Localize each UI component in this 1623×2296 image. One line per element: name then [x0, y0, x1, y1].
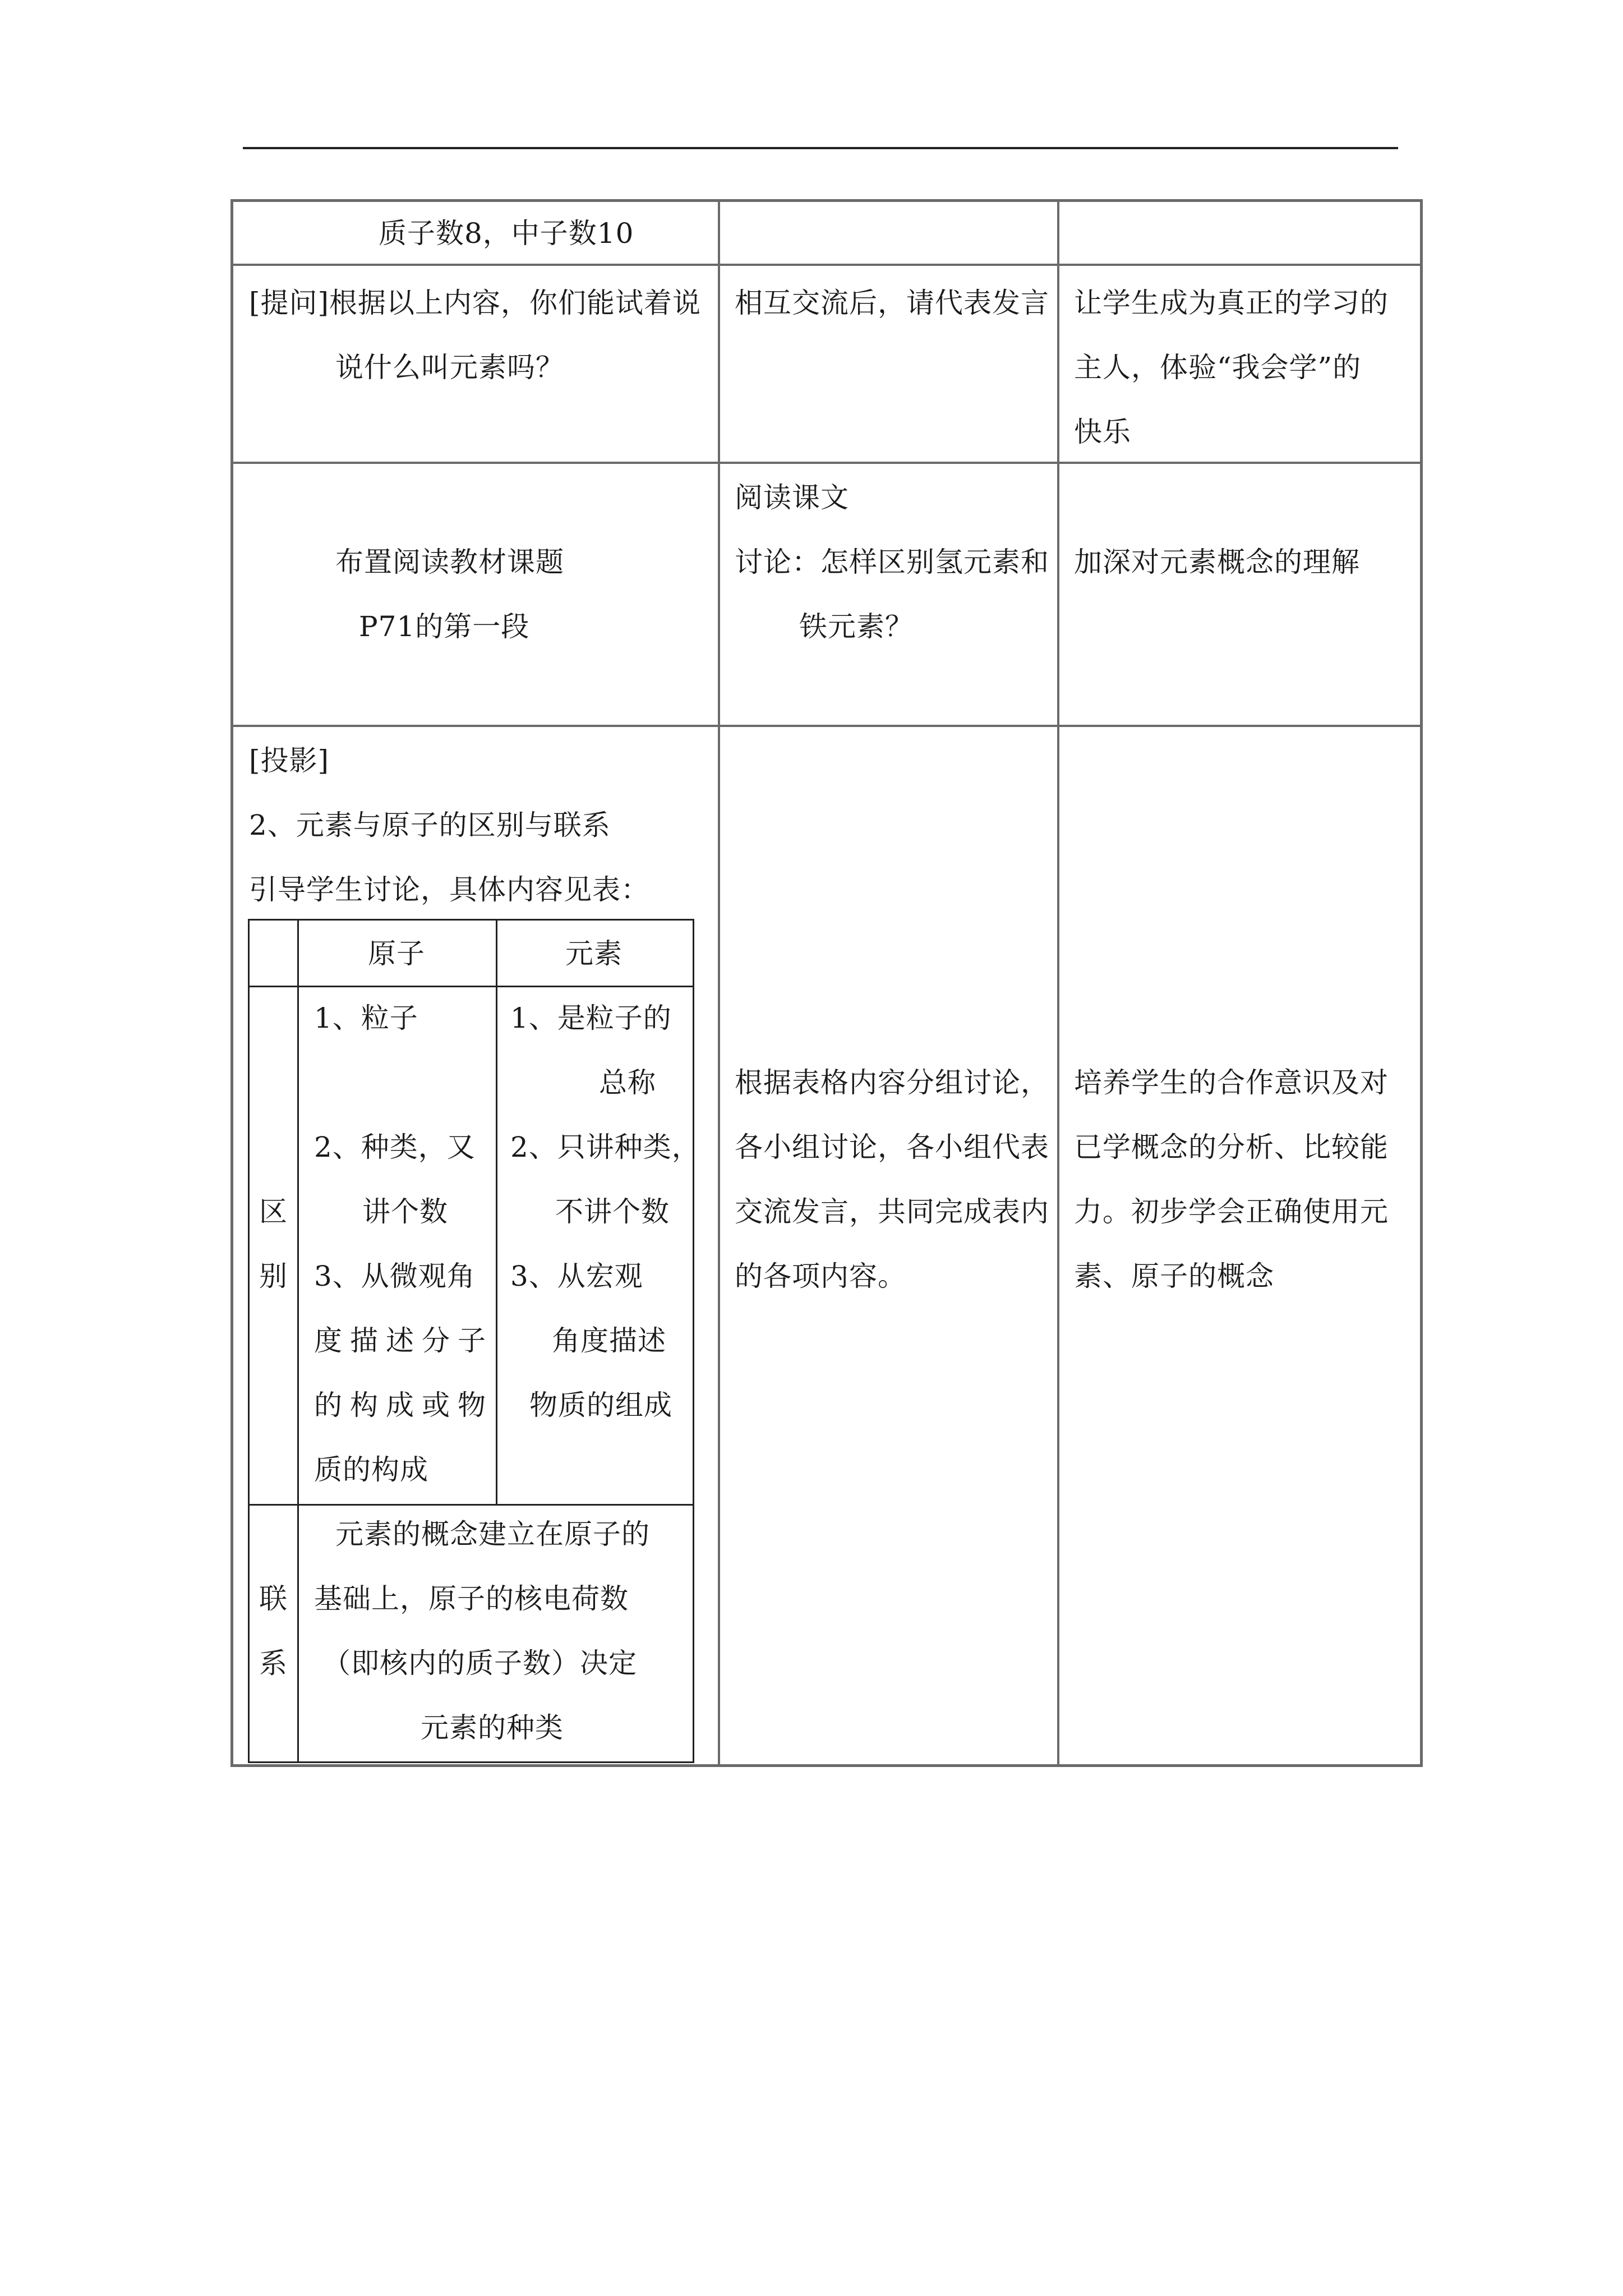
diff-label-2: 别 — [259, 1260, 288, 1292]
atom-line-7: 质的构成 — [314, 1453, 428, 1486]
atom-line-4: 3、从微观角 — [314, 1260, 476, 1292]
atom-line-1: 1、粒子 — [314, 1002, 418, 1034]
link-label-2: 系 — [259, 1647, 288, 1680]
inner-header-atom: 原子 — [368, 937, 425, 970]
inner-row-divider — [248, 1504, 694, 1506]
link-label-1: 联 — [259, 1582, 288, 1615]
header-rule — [243, 147, 1398, 149]
atom-line-3: 讲个数 — [362, 1195, 448, 1228]
row4-student-line2: 各小组讨论，各小组代表 — [735, 1131, 1049, 1163]
row-divider — [230, 264, 1423, 266]
row-divider — [230, 462, 1423, 464]
link-line-1: 元素的概念建立在原子的 — [335, 1518, 650, 1550]
row4-teacher-line2: 2、元素与原子的区别与联系 — [249, 809, 611, 841]
row4-teacher-line3: 引导学生讨论，具体内容见表： — [249, 873, 649, 906]
row4-student-line1: 根据表格内容分组讨论， — [735, 1066, 1049, 1099]
table-border-top — [230, 199, 1423, 202]
table-border-left — [230, 199, 233, 1767]
row2-teacher-line2: 说什么叫元素吗？ — [335, 351, 564, 384]
inner-header-element: 元素 — [565, 937, 623, 970]
inner-header-divider — [248, 986, 694, 987]
row4-intent-line3: 力。初步学会正确使用元 — [1074, 1195, 1389, 1228]
element-line-1: 1、是粒子的 — [510, 1002, 672, 1034]
row3-teacher-line2: P71的第一段 — [359, 610, 530, 643]
inner-border-top — [248, 919, 694, 921]
element-line-3: 2、只讲种类， — [510, 1131, 700, 1163]
atom-line-2: 2、种类，又 — [314, 1131, 476, 1163]
row4-student-line3: 交流发言，共同完成表内 — [735, 1195, 1049, 1228]
inner-col-divider — [297, 919, 299, 1763]
row3-student-line2: 讨论：怎样区别氢元素和 — [735, 546, 1049, 578]
row4-intent-line2: 已学概念的分析、比较能 — [1074, 1131, 1389, 1163]
atom-line-6: 的构成或物 — [314, 1389, 494, 1421]
row4-intent-line4: 素、原子的概念 — [1074, 1260, 1274, 1292]
row2-teacher-line1: [提问]根据以上内容，你们能试着说 — [249, 287, 702, 319]
row-divider — [230, 725, 1423, 727]
row2-intent-line2: 主人，体验“我会学”的 — [1074, 351, 1362, 384]
table-border-right — [1420, 199, 1423, 1767]
atom-line-5: 度描述分子 — [314, 1324, 494, 1357]
element-line-7: 物质的组成 — [529, 1389, 672, 1421]
row3-student-line1: 阅读课文 — [735, 481, 849, 514]
row3-teacher-line1: 布置阅读教材课题 — [335, 546, 564, 578]
link-line-3: （即核内的质子数）决定 — [322, 1647, 637, 1680]
element-line-6: 角度描述 — [552, 1324, 666, 1357]
row3-intent-text: 加深对元素概念的理解 — [1074, 546, 1360, 578]
inner-border-left — [248, 919, 250, 1763]
row4-student-line4: 的各项内容。 — [735, 1260, 906, 1292]
element-line-4: 不讲个数 — [555, 1195, 670, 1228]
col-divider — [718, 199, 720, 1767]
row3-student-line3: 铁元素？ — [799, 610, 914, 643]
diff-label-1: 区 — [259, 1195, 288, 1228]
row2-intent-line1: 让学生成为真正的学习的 — [1074, 287, 1389, 319]
row2-student-text: 相互交流后，请代表发言 — [735, 287, 1049, 319]
inner-border-right — [693, 919, 694, 1763]
element-line-2: 总称 — [599, 1066, 656, 1099]
row1-teacher-text: 质子数8，中子数10 — [379, 217, 634, 250]
row4-intent-line1: 培养学生的合作意识及对 — [1074, 1066, 1389, 1099]
table-border-bottom — [230, 1764, 1423, 1767]
element-line-5: 3、从宏观 — [510, 1260, 643, 1292]
link-line-2: 基础上，原子的核电荷数 — [314, 1582, 629, 1615]
col-divider — [1057, 199, 1059, 1767]
link-line-4: 元素的种类 — [421, 1711, 564, 1744]
row4-teacher-line1: [投影] — [249, 744, 330, 777]
inner-border-bottom — [248, 1761, 694, 1763]
row2-intent-line3: 快乐 — [1074, 416, 1131, 448]
inner-col-divider — [496, 919, 497, 1506]
